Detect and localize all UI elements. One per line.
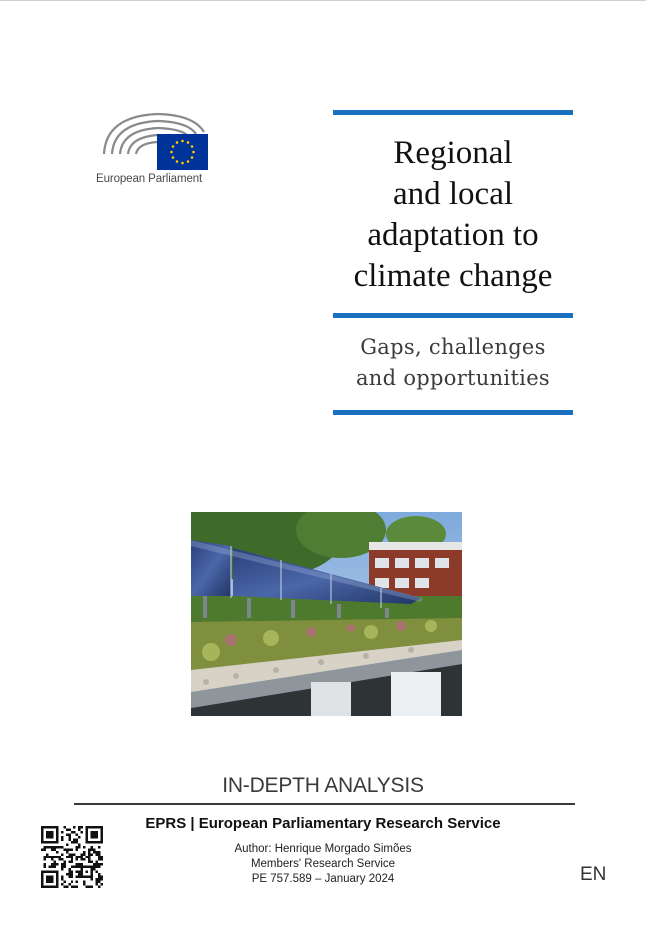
title-bottom-bar — [333, 410, 573, 415]
hemicycle-flag-icon — [96, 110, 216, 172]
flag-star-icon — [192, 151, 195, 154]
flag-star-icon — [187, 160, 190, 163]
flag-star-icon — [187, 141, 190, 144]
green-roof-solar-panels-photo — [191, 512, 462, 716]
unit-line: Members' Research Service — [250, 858, 396, 870]
title-divider-bar — [333, 313, 573, 318]
flag-star-icon — [176, 160, 179, 163]
footer-divider — [74, 803, 575, 805]
language-code: EN — [580, 864, 607, 885]
cover-photo — [191, 512, 462, 716]
flag-star-icon — [191, 145, 194, 148]
logo-wordmark: European Parliament — [96, 173, 203, 185]
service-name: EPRS | European Parliamentary Research Service — [145, 815, 501, 832]
document-type: IN-DEPTH ANALYSIS — [222, 774, 424, 797]
title-top-bar — [333, 110, 573, 115]
flag-star-icon — [170, 151, 173, 154]
qr-code-icon — [41, 826, 103, 888]
flag-star-icon — [191, 156, 194, 159]
flag-star-icon — [172, 156, 175, 159]
top-border — [0, 0, 646, 1]
flag-star-icon — [181, 140, 184, 143]
document-subtitle: Gaps, challenges and opportunities — [355, 335, 551, 390]
title-block — [333, 110, 573, 415]
flag-star-icon — [176, 141, 179, 144]
flag-star-icon — [181, 162, 184, 165]
document-title: Regional and local adaptation to climate change — [353, 135, 553, 294]
flag-star-icon — [172, 145, 175, 148]
author-line: Author: Henrique Morgado Simões — [234, 843, 412, 855]
reference-line: PE 757.589 – January 2024 — [251, 873, 395, 885]
european-parliament-logo — [96, 110, 216, 190]
